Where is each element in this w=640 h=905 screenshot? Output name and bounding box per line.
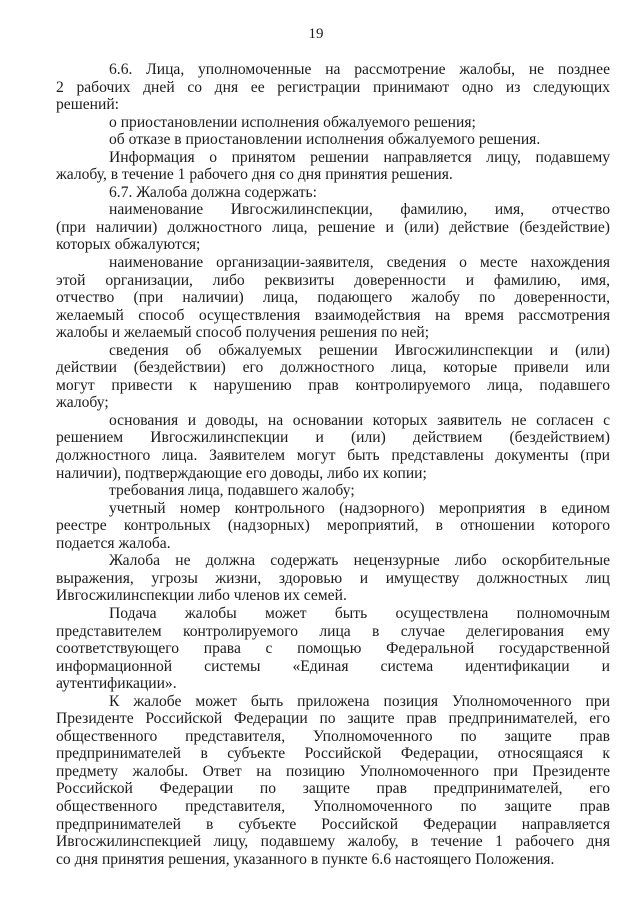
- paragraph: [56, 693, 610, 868]
- text-line: Российской Федерации по защите прав предпринимателей, его: [56, 780, 610, 798]
- text-line: которых обжалуются;: [56, 236, 201, 254]
- text-line: действии (бездействии) его должностного лица, которые привели или: [56, 359, 610, 377]
- text-line: о приостановлении исполнения обжалуемого решения;: [109, 113, 476, 131]
- text-line: отчество (при наличии) лица, подающего жалобу по доверенности,: [56, 289, 610, 307]
- text-line: общественного представителя, Уполномоченного по защите прав: [56, 797, 610, 815]
- text-block: [56, 61, 610, 868]
- text-line: наименование организации-заявителя, сведения о месте нахождения: [109, 254, 610, 272]
- paragraph: [56, 500, 610, 553]
- text-line: подается жалоба.: [56, 534, 171, 552]
- paragraph: [56, 131, 610, 149]
- text-line: предпринимателей в субъекте Российской Федерации направляется: [56, 815, 610, 833]
- text-line: Информация о принятом решении направляется лицу, подавшему: [109, 148, 610, 166]
- text-line: представителем контролируемого лица в случае делегирования ему: [56, 622, 610, 640]
- text-line: со дня принятия решения, указанного в пункте 6.6 настоящего Положения.: [56, 850, 555, 868]
- text-line: Жалоба не должна содержать нецензурные либо оскорбительные: [109, 552, 610, 570]
- paragraph: [56, 149, 610, 184]
- paragraph: [56, 482, 610, 500]
- paragraph: [56, 201, 610, 254]
- text-line: соответствующего права с помощью Федеральной государственной: [56, 640, 610, 658]
- text-line: должностного лица. Заявителем могут быть представлены документы (при: [56, 447, 610, 465]
- text-line: 6.6. Лица, уполномоченные на рассмотрение жалобы, не позднее: [109, 61, 610, 78]
- text-line: выражения, угрозы жизни, здоровью и имуществу должностных лиц: [56, 569, 610, 587]
- text-line: Подача жалобы может быть осуществлена полномочным: [109, 604, 610, 622]
- text-line: наименование Ивгосжилинспекции, фамилию, имя, отчество: [109, 201, 610, 219]
- text-line: решений:: [56, 96, 120, 114]
- text-line: общественного представителя, Уполномоченного по защите прав: [56, 727, 610, 745]
- text-line: сведения об обжалуемых решении Ивгосжилинспекции и (или): [109, 341, 610, 359]
- text-line: желаемый способ осуществления взаимодействия на время рассмотрения: [56, 306, 610, 324]
- paragraph: [56, 605, 610, 693]
- text-line: об отказе в приостановлении исполнения обжалуемого решения.: [109, 131, 541, 149]
- text-line: предпринимателей в субъекте Российской Федерации, относящаяся к: [56, 745, 610, 763]
- text-line: 2 рабочих дней со дня ее регистрации принимают одно из следующих: [56, 78, 610, 96]
- text-line: решением Ивгосжилинспекции и (или) действием (бездействием): [56, 429, 610, 447]
- text-line: реестре контрольных (надзорных) мероприятий, в отношении которого: [56, 517, 610, 535]
- paragraph: [56, 412, 610, 482]
- text-line: требования лица, подавшего жалобу;: [109, 482, 355, 500]
- text-line: Ивгосжилинспекции либо членов их семей.: [56, 587, 347, 605]
- text-line: этой организации, либо реквизиты доверенности и фамилию, имя,: [56, 271, 610, 289]
- text-line: учетный номер контрольного (надзорного) мероприятия в едином: [109, 499, 610, 517]
- text-line: жалобы и желаемый способ получения решения по ней;: [56, 324, 430, 342]
- text-line: Ивгосжилинспекцией лицу, подавшему жалобу, в течение 1 рабочего дня: [56, 833, 610, 851]
- text-line: Президенте Российской Федерации по защите прав предпринимателей, его: [56, 710, 610, 728]
- paragraph: [56, 254, 610, 342]
- paragraph: [56, 184, 610, 202]
- paragraph: [56, 552, 610, 605]
- paragraph: [56, 114, 610, 132]
- paragraph: [56, 342, 610, 412]
- page-number: 19: [308, 26, 324, 42]
- paragraph: [56, 61, 610, 114]
- text-line: могут привести к нарушению прав контролируемого лица, подавшего: [56, 376, 610, 394]
- text-line: жалобу;: [56, 394, 109, 412]
- text-line: информационной системы «Единая система идентификации и: [56, 657, 610, 675]
- text-line: 6.7. Жалоба должна содержать:: [109, 183, 317, 201]
- text-line: основания и доводы, на основании которых заявитель не согласен с: [109, 411, 610, 429]
- text-line: наличии), подтверждающие его доводы, либо их копии;: [56, 464, 427, 482]
- text-line: К жалобе может быть приложена позиция Уполномоченного при: [109, 692, 610, 710]
- text-line: аутентификации».: [56, 675, 177, 693]
- text-line: (при наличии) должностного лица, решение и (или) действие (бездействие): [56, 218, 610, 236]
- text-line: предмету жалобы. Ответ на позицию Уполномоченного при Президенте: [56, 762, 610, 780]
- text-line: жалобу, в течение 1 рабочего дня со дня принятия решения.: [56, 166, 453, 184]
